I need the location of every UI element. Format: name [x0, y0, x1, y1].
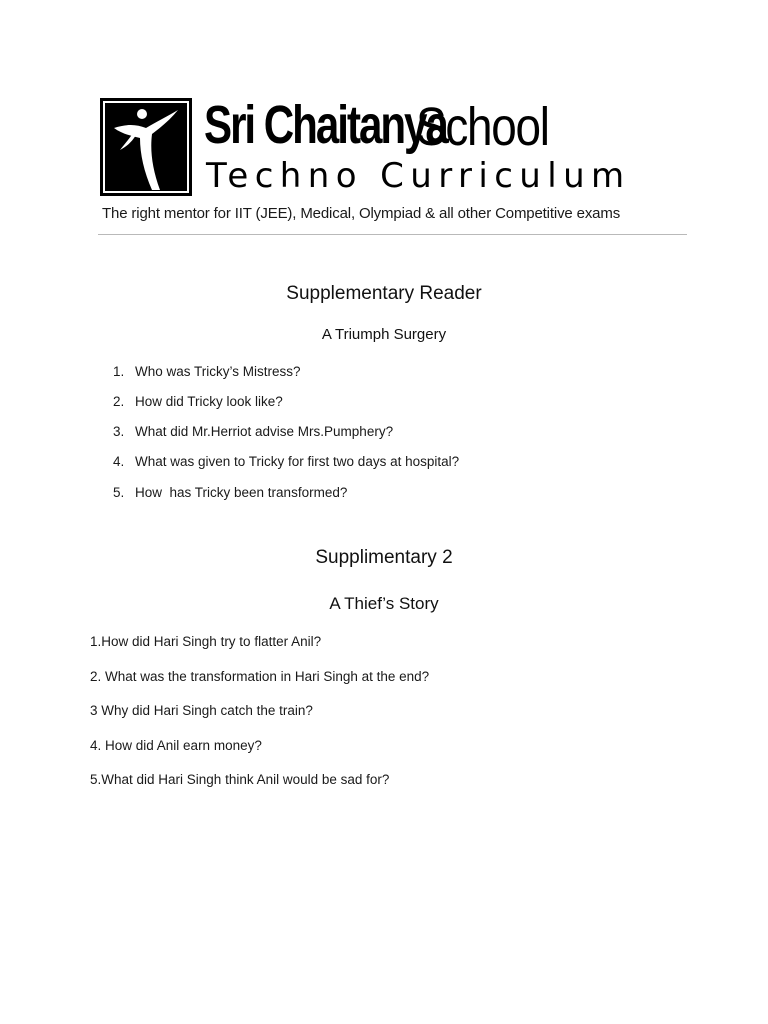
brand-school-text: School [416, 97, 549, 157]
section2-question: 2. What was the transformation in Hari Singh at the end? [90, 669, 430, 684]
section1-question: 5. How has Tricky been transformed? [113, 485, 348, 500]
section2-question: 1.How did Hari Singh try to flatter Anil? [90, 634, 322, 649]
section1-question: 4. What was given to Tricky for first two days at hospital? [113, 454, 460, 469]
section1-title: Supplementary Reader [286, 283, 482, 304]
letterhead [100, 95, 682, 198]
school-emblem-icon [100, 98, 192, 196]
header-divider [98, 234, 687, 235]
brand-main-text: Sri Chaitanya [204, 95, 447, 155]
section2-question: 4. How did Anil earn money? [90, 738, 262, 753]
section2-subtitle: A Thief’s Story [329, 594, 439, 613]
brand-subtitle: Techno Curriculum [206, 156, 631, 196]
section1-question: 1. Who was Tricky’s Mistress? [113, 364, 301, 379]
tagline: The right mentor for IIT (JEE), Medical, Olympiad & all other Competitive exams [102, 205, 621, 222]
section1-question: 3. What did Mr.Herriot advise Mrs.Pumphery? [113, 424, 394, 439]
section2-question: 5.What did Hari Singh think Anil would be sad for? [90, 772, 390, 787]
section2-title: Supplimentary 2 [315, 547, 453, 568]
section1-question: 2. How did Tricky look like? [113, 394, 283, 409]
section1-subtitle: A Triumph Surgery [321, 326, 447, 343]
section2-question: 3 Why did Hari Singh catch the train? [90, 703, 313, 718]
